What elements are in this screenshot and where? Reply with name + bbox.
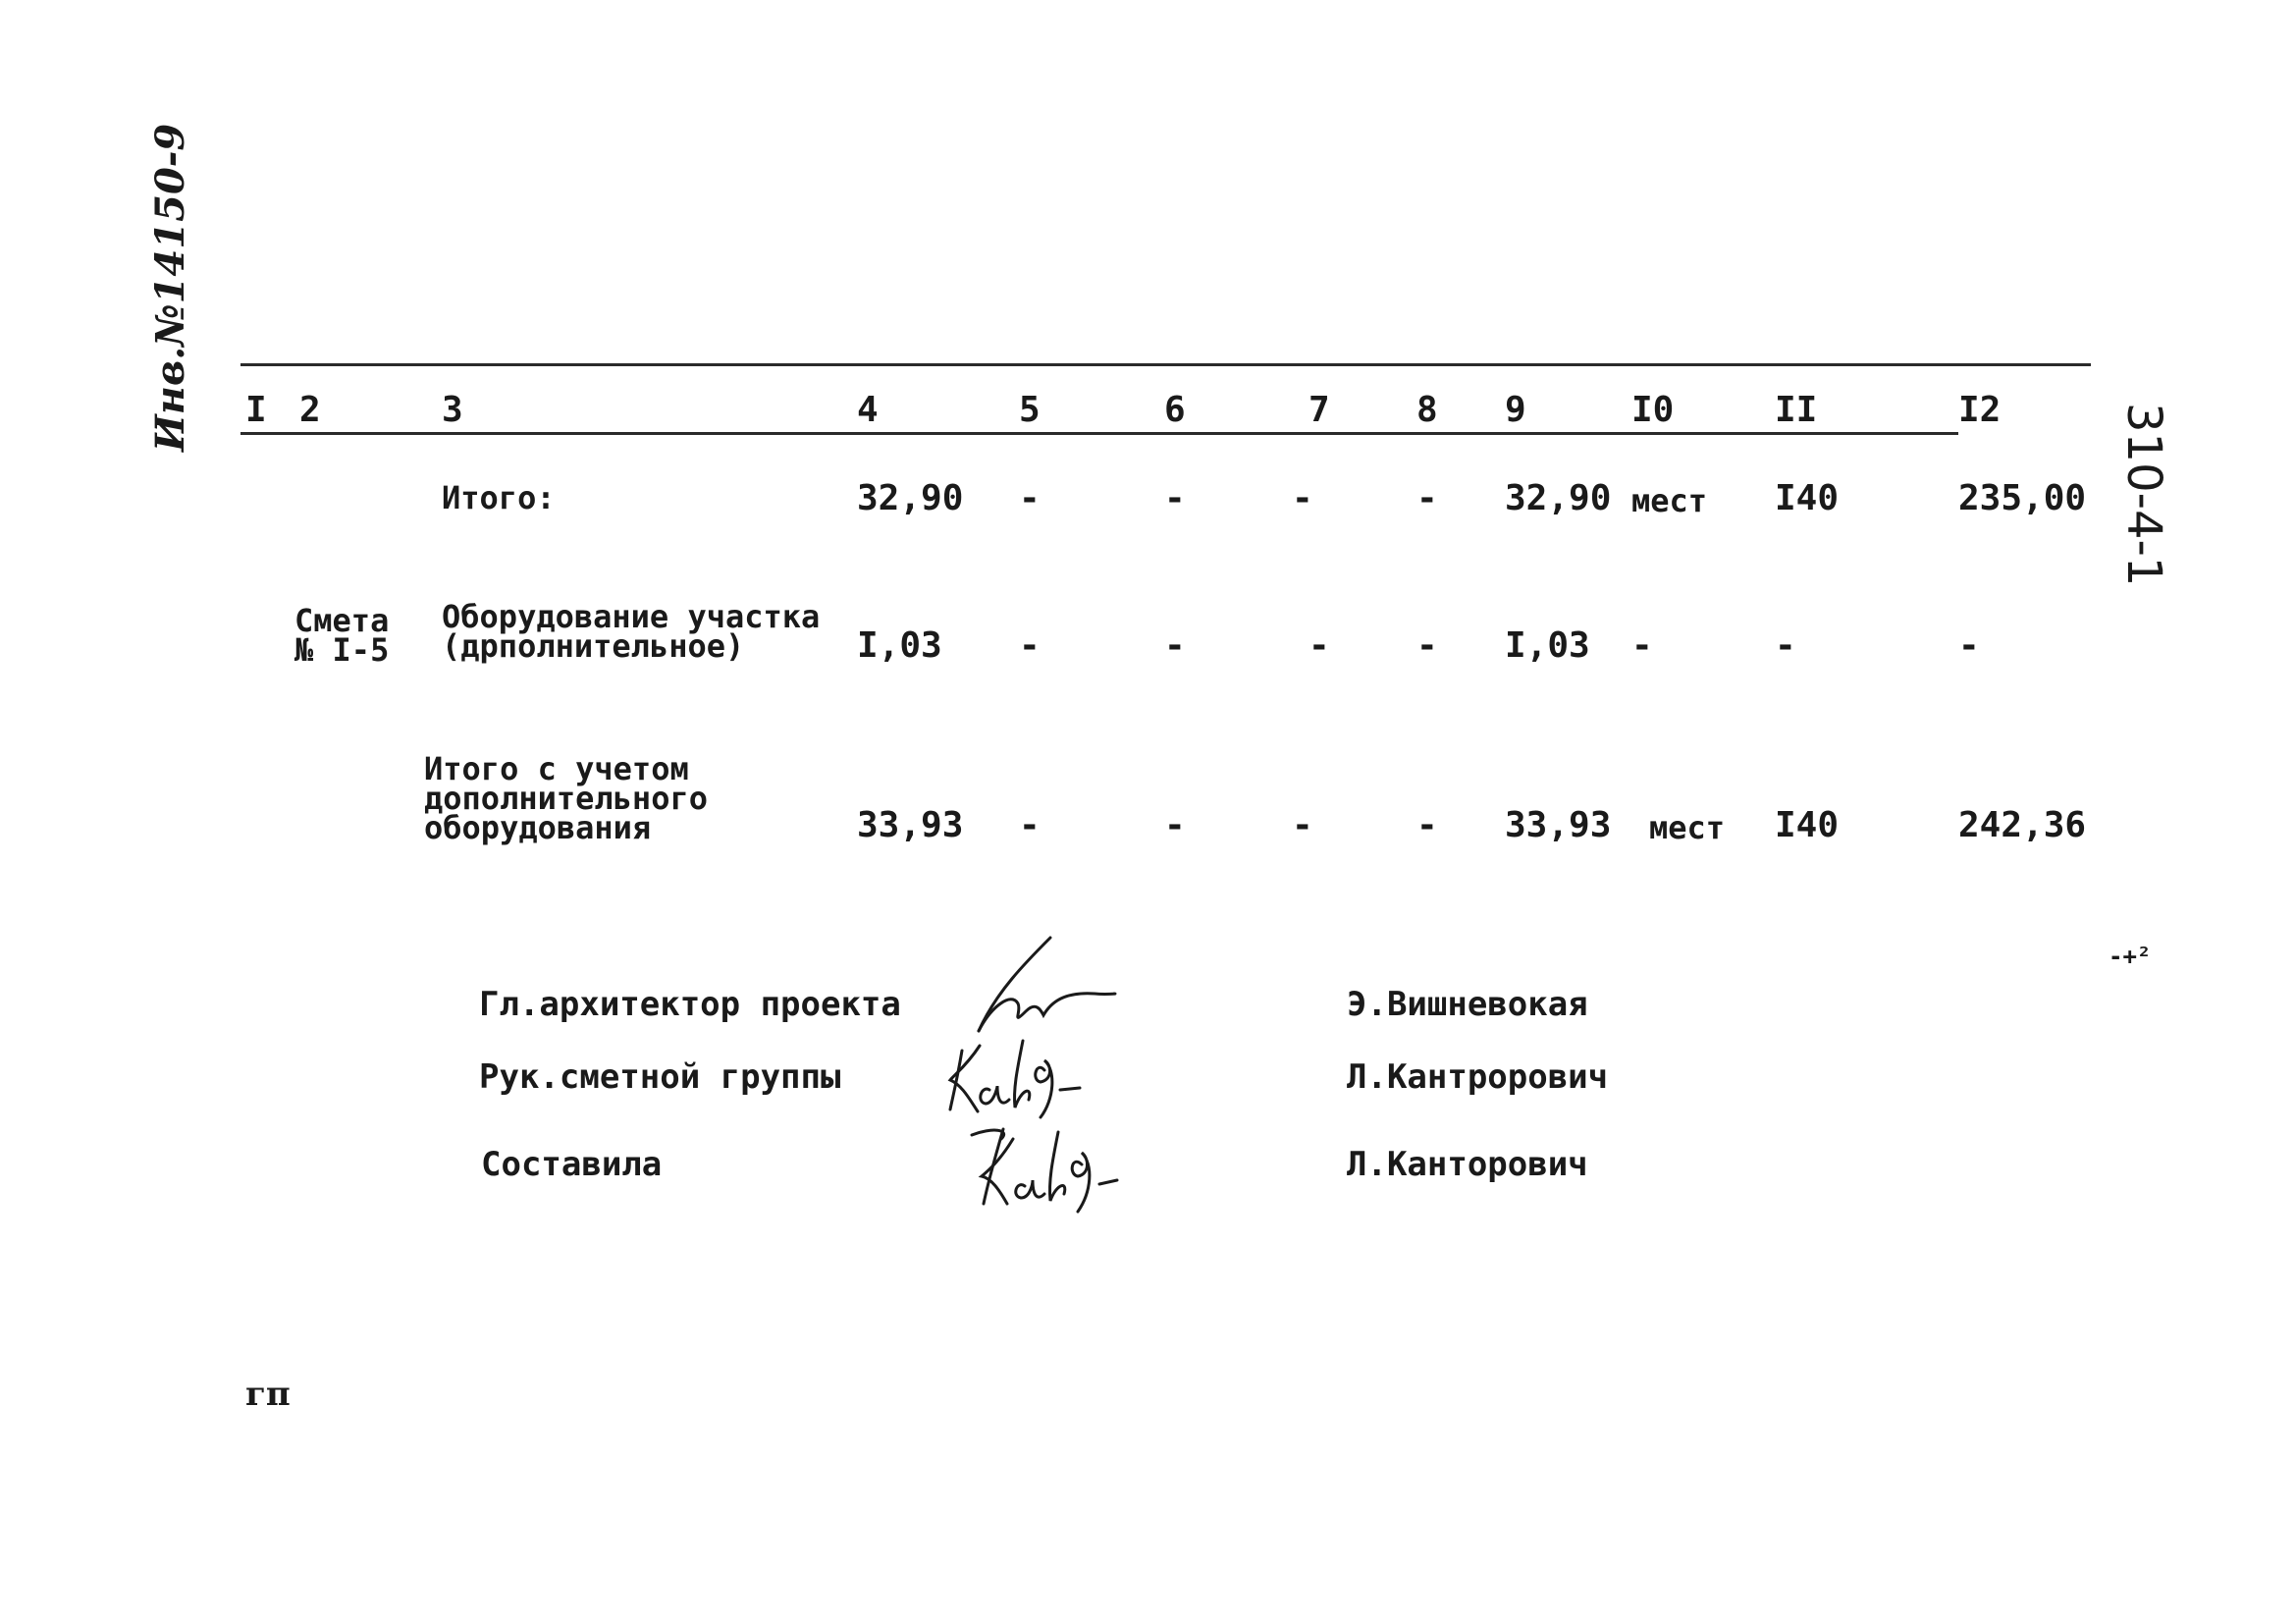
document-code: 310-4-1 <box>2116 403 2171 587</box>
col-header-4: 4 <box>857 390 879 430</box>
cell-col10: мест <box>1649 809 1726 846</box>
cell-col12: 235,00 <box>1958 478 2087 518</box>
footer-mark: гп <box>245 1375 291 1414</box>
cell-col10: - <box>1631 625 1653 666</box>
cell-col12: - <box>1958 625 1980 666</box>
signer-name: Э.Вишневокая <box>1347 985 1588 1024</box>
inventory-stamp: Инв.№14150-9 <box>147 123 193 452</box>
cell-col10: мест <box>1631 482 1708 519</box>
cell-col9: I,03 <box>1505 625 1590 666</box>
estimate-ref: Смета № I-5 <box>294 602 390 669</box>
row-label: Итого: <box>442 479 556 516</box>
col-header-11: II <box>1775 390 1818 430</box>
cell-col12: 242,36 <box>1958 805 2087 845</box>
table-top-rule <box>240 363 2091 366</box>
signer-role: Рук.сметной группы <box>479 1057 841 1097</box>
corner-mark: -+² <box>2109 943 2152 970</box>
cell-col7: - <box>1292 478 1313 518</box>
cell-col5: - <box>1019 805 1041 845</box>
cell-col8: - <box>1416 805 1438 845</box>
signer-role: Гл.архитектор проекта <box>479 985 901 1024</box>
col-header-10: I0 <box>1631 390 1675 430</box>
col-header-1: I <box>245 390 267 430</box>
cell-col9: 32,90 <box>1505 478 1612 518</box>
cell-col7: - <box>1308 625 1330 666</box>
col-header-7: 7 <box>1308 390 1330 430</box>
signer-name: Л.Канторович <box>1347 1145 1588 1184</box>
col-header-12: I2 <box>1958 390 2002 430</box>
cell-col6: - <box>1164 478 1186 518</box>
cell-col8: - <box>1416 478 1438 518</box>
cell-col4: I,03 <box>857 625 942 666</box>
handwritten-signature <box>962 1117 1148 1216</box>
cell-col11: - <box>1775 625 1796 666</box>
col-header-2: 2 <box>299 390 321 430</box>
cell-col6: - <box>1164 625 1186 666</box>
cell-col4: 33,93 <box>857 805 964 845</box>
cell-col8: - <box>1416 625 1438 666</box>
cell-col5: - <box>1019 478 1041 518</box>
row-label: Итого с учетом дополнительного оборудования <box>424 750 708 846</box>
cell-col11: I40 <box>1775 805 1840 845</box>
cell-col9: 33,93 <box>1505 805 1612 845</box>
handwritten-signature <box>942 1031 1109 1119</box>
col-header-9: 9 <box>1505 390 1526 430</box>
cell-col4: 32,90 <box>857 478 964 518</box>
cell-col6: - <box>1164 805 1186 845</box>
header-bottom-rule <box>240 432 1958 435</box>
signer-name: Л.Кантрорович <box>1347 1057 1609 1097</box>
row-label: Оборудование участка (дрполнительное) <box>442 598 821 665</box>
cell-col7: - <box>1292 805 1313 845</box>
cell-col5: - <box>1019 625 1041 666</box>
handwritten-signature <box>957 933 1134 1041</box>
col-header-3: 3 <box>442 390 463 430</box>
cell-col11: I40 <box>1775 478 1840 518</box>
col-header-6: 6 <box>1164 390 1186 430</box>
col-header-8: 8 <box>1416 390 1438 430</box>
signer-role: Составила <box>481 1145 663 1184</box>
col-header-5: 5 <box>1019 390 1041 430</box>
